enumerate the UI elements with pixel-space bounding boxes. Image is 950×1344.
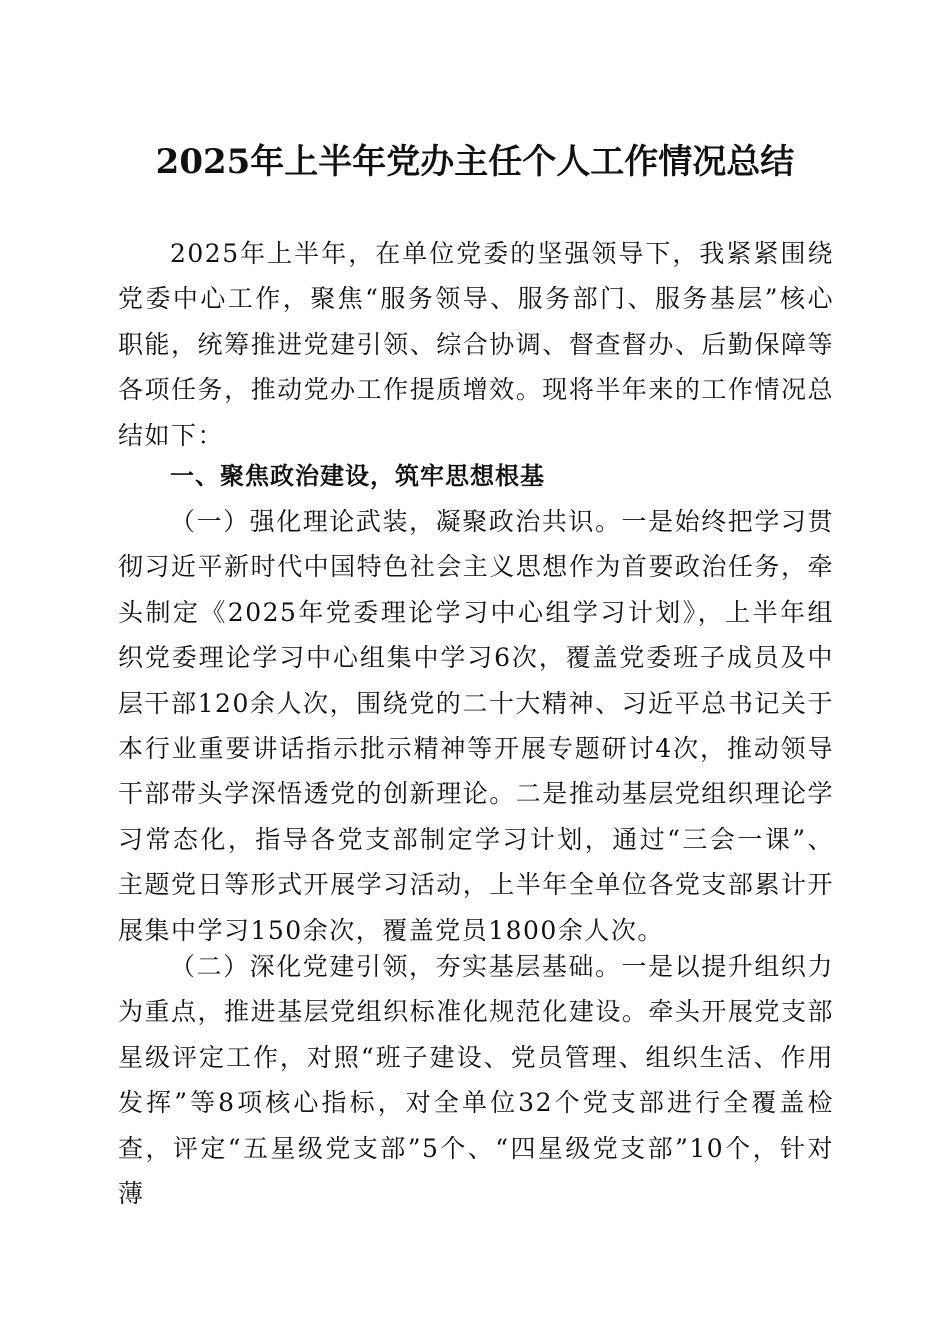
subsection-paragraph-1 bbox=[118, 499, 834, 953]
subsection-body-2: 一是以提升组织力为重点，推进基层党组织标准化规范化建设。牵头开展党支部星级评定工作，对照“班子建设、党员管理、组织生活、作用发挥”等8项核心指标，对全单位32个党支部进行全覆盖检查，评定“五星级党支部”5个、“四星级党支部”10个，针对薄 bbox=[118, 952, 834, 1209]
intro-paragraph: 2025年上半年，在单位党委的坚强领导下，我紧紧围绕党委中心工作，聚焦“服务领导、服务部门、服务基层”核心职能，统筹推进党建引领、综合协调、督查督办、后勤保障等各项任务，推动党办工作提质增效。现将半年来的工作情况总结如下： bbox=[118, 239, 834, 450]
subsection-lead-2: （二）深化党建引领，夯实基层基础。 bbox=[170, 952, 622, 981]
subsection-lead-1: （一）强化理论武装，凝聚政治共识。 bbox=[170, 507, 622, 536]
section-heading-1: 一、聚焦政治建设，筑牢思想根基 bbox=[170, 462, 545, 490]
subsection-paragraph-2 bbox=[118, 944, 834, 1216]
document-title: 2025年上半年党办主任个人工作情况总结 bbox=[155, 142, 795, 182]
subsection-body-1: 一是始终把学习贯彻习近平新时代中国特色社会主义思想作为首要政治任务，牵头制定《2025年党委理论学习中心组学习计划》，上半年组织党委理论学习中心组集中学习6次，覆盖党委班子成员及中层干部120余人次，围绕党的二十大精神、习近平总书记关于本行业重要讲话指示批示精神等开展专题研讨4次，推动领导干部带头学深悟透党的创新理论。二是推动基层党组织理论学习常态化，指导各党支部制定学习计划，通过“三会一课”、主题党日等形式开展学习活动，上半年全单位各党支部累计开展集中学习150余次，覆盖党员1800余人次。 bbox=[118, 507, 834, 945]
